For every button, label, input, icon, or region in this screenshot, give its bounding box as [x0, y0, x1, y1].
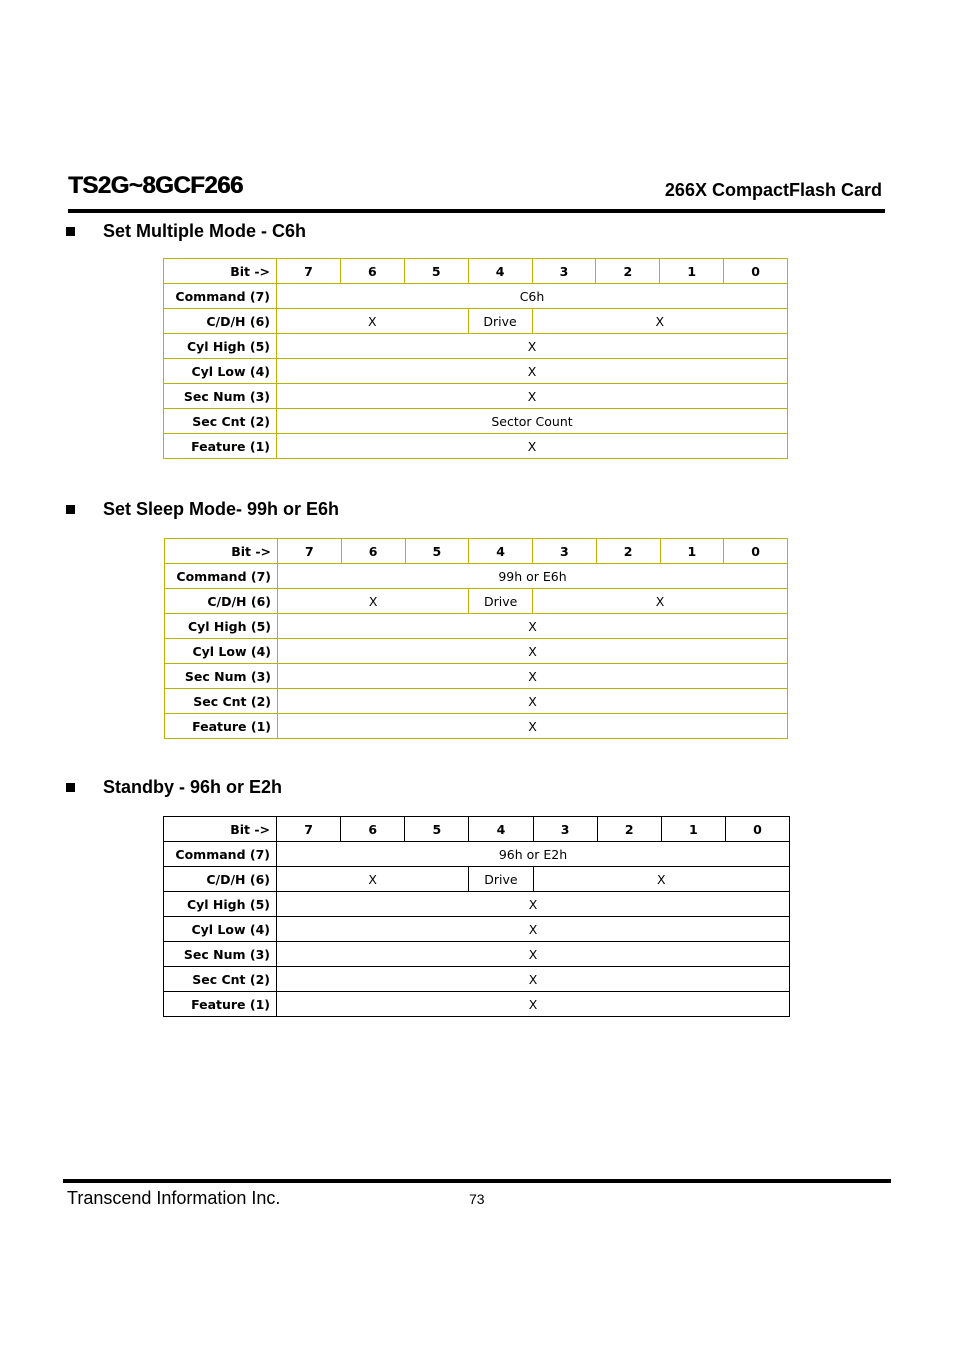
row-label: Feature (1): [164, 434, 277, 459]
row-label: Sec Num (3): [165, 664, 278, 689]
section-title-text: Set Sleep Mode- 99h or E6h: [103, 499, 340, 519]
cyl-low-value: X: [277, 917, 790, 942]
table-row-cyl-low: [164, 359, 788, 384]
section-title-text: Standby - 96h or E2h: [103, 777, 283, 797]
section-title-set-multiple: [66, 221, 306, 242]
page-number: 73: [469, 1191, 485, 1207]
bit-cell: 0: [724, 539, 788, 564]
table-row-feature: [165, 714, 788, 739]
cdh-x-low: X: [532, 309, 788, 334]
table-row-command: [164, 284, 788, 309]
cdh-drive: Drive: [469, 867, 533, 892]
bit-cell: 1: [661, 817, 725, 842]
table-row-sec-num: [164, 384, 788, 409]
table-row-command: [165, 564, 788, 589]
bit-cell: 3: [532, 259, 596, 284]
sec-cnt-value: X: [277, 967, 790, 992]
table-row-bits: [165, 539, 788, 564]
cdh-x-low: X: [533, 589, 788, 614]
bit-cell: 7: [277, 817, 341, 842]
footer-rule: [63, 1179, 891, 1183]
bit-cell: 5: [404, 259, 468, 284]
bit-cell: 1: [660, 539, 724, 564]
cdh-x-high: X: [278, 589, 469, 614]
bit-cell: 1: [660, 259, 724, 284]
row-label: Cyl High (5): [164, 892, 277, 917]
table-row-cyl-high: [164, 334, 788, 359]
row-label: Sec Num (3): [164, 942, 277, 967]
row-label: Bit ->: [164, 259, 277, 284]
table-row-command: [164, 842, 790, 867]
feature-value: X: [277, 434, 788, 459]
cdh-x-low: X: [533, 867, 790, 892]
cyl-high-value: X: [277, 334, 788, 359]
row-label: Sec Cnt (2): [164, 967, 277, 992]
row-label: Feature (1): [165, 714, 278, 739]
row-label: Sec Cnt (2): [165, 689, 278, 714]
section-title-standby: [66, 777, 282, 798]
table-row-sec-cnt: [164, 967, 790, 992]
bit-cell: 0: [725, 817, 789, 842]
sec-num-value: X: [278, 664, 788, 689]
bit-cell: 6: [340, 259, 404, 284]
row-label: Command (7): [164, 842, 277, 867]
bit-cell: 6: [341, 817, 405, 842]
row-label: Cyl Low (4): [164, 917, 277, 942]
bit-cell: 2: [596, 539, 660, 564]
command-value: 99h or E6h: [278, 564, 788, 589]
table-row-feature: [164, 434, 788, 459]
bit-cell: 3: [533, 539, 597, 564]
row-label: Sec Num (3): [164, 384, 277, 409]
command-value: 96h or E2h: [277, 842, 790, 867]
bit-cell: 4: [468, 259, 532, 284]
cdh-drive: Drive: [468, 309, 532, 334]
row-label: C/D/H (6): [164, 867, 277, 892]
table-row-cyl-low: [164, 917, 790, 942]
table-row-sec-cnt: [165, 689, 788, 714]
header-title: TS2G~8GCF266: [68, 172, 243, 199]
row-label: C/D/H (6): [164, 309, 277, 334]
table-row-sec-cnt: [164, 409, 788, 434]
sec-num-value: X: [277, 942, 790, 967]
table-row-sec-num: [164, 942, 790, 967]
table-row-cdh: [164, 309, 788, 334]
bit-cell: 2: [597, 817, 661, 842]
command-value: C6h: [277, 284, 788, 309]
cdh-x-high: X: [277, 867, 469, 892]
bit-cell: 5: [405, 817, 469, 842]
row-label: Sec Cnt (2): [164, 409, 277, 434]
table-row-cyl-high: [165, 614, 788, 639]
bit-cell: 5: [405, 539, 469, 564]
row-label: Cyl Low (4): [165, 639, 278, 664]
section-title-set-sleep: [66, 499, 339, 520]
bit-cell: 7: [277, 259, 341, 284]
table-row-cdh: [165, 589, 788, 614]
section-title-text: Set Multiple Mode - C6h: [103, 221, 307, 241]
row-label: C/D/H (6): [165, 589, 278, 614]
row-label: Cyl High (5): [165, 614, 278, 639]
square-bullet-icon: [66, 227, 75, 236]
square-bullet-icon: [66, 783, 75, 792]
table-row-sec-num: [165, 664, 788, 689]
bit-cell: 4: [469, 539, 533, 564]
bit-cell: 0: [724, 259, 788, 284]
table-row-bits: [164, 817, 790, 842]
sec-cnt-value: Sector Count: [277, 409, 788, 434]
register-table-standby: [163, 816, 790, 1017]
bit-cell: 2: [596, 259, 660, 284]
feature-value: X: [278, 714, 788, 739]
cyl-low-value: X: [277, 359, 788, 384]
cyl-high-value: X: [278, 614, 788, 639]
sec-num-value: X: [277, 384, 788, 409]
table-row-cyl-high: [164, 892, 790, 917]
sec-cnt-value: X: [278, 689, 788, 714]
table-row-bits: [164, 259, 788, 284]
table-row-cyl-low: [165, 639, 788, 664]
cyl-low-value: X: [278, 639, 788, 664]
cdh-drive: Drive: [469, 589, 533, 614]
table-row-cdh: [164, 867, 790, 892]
row-label: Feature (1): [164, 992, 277, 1017]
bit-cell: 3: [533, 817, 597, 842]
feature-value: X: [277, 992, 790, 1017]
bit-cell: 6: [341, 539, 405, 564]
footer-company: Transcend Information Inc.: [67, 1188, 281, 1208]
row-label: Command (7): [165, 564, 278, 589]
row-label: Bit ->: [164, 817, 277, 842]
register-table-set-multiple: [163, 258, 788, 459]
row-label: Cyl High (5): [164, 334, 277, 359]
square-bullet-icon: [66, 505, 75, 514]
bit-cell: 4: [469, 817, 533, 842]
row-label: Cyl Low (4): [164, 359, 277, 384]
bit-cell: 7: [278, 539, 342, 564]
register-table-set-sleep: [164, 538, 788, 739]
table-row-feature: [164, 992, 790, 1017]
header-subtitle: 266X CompactFlash Card: [664, 180, 882, 200]
row-label: Command (7): [164, 284, 277, 309]
cyl-high-value: X: [277, 892, 790, 917]
cdh-x-high: X: [277, 309, 469, 334]
row-label: Bit ->: [165, 539, 278, 564]
header-rule: [68, 209, 885, 213]
